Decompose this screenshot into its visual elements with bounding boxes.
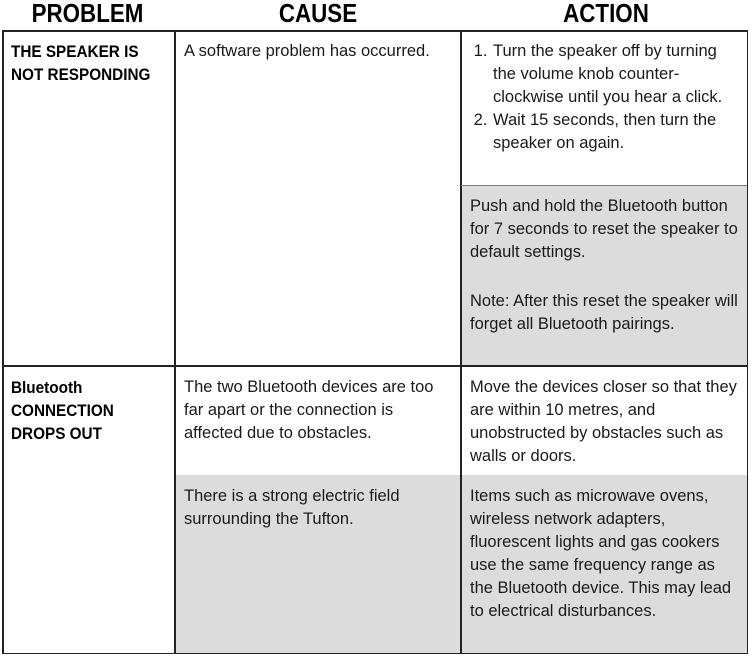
- column-divider: [460, 30, 462, 654]
- problem-cell-connection-drops: [2, 366, 175, 654]
- action-text: Items such as microwave ovens, wireless network adapters, fluorescent lights and gas cookers use the same frequency range as the Bluetooth device. This may lead to electrical disturbances.: [470, 487, 732, 620]
- action-cell-interference: [461, 475, 748, 654]
- cause-text: There is a strong electric field surrounding the Tufton.: [184, 487, 400, 528]
- troubleshooting-table: [2, 30, 748, 654]
- action-steps-list: [470, 40, 740, 155]
- cause-text: A software problem has occurred.: [184, 42, 430, 60]
- cause-cell-software-problem: [175, 30, 461, 366]
- column-headers: [0, 0, 754, 28]
- action-step: 1. Turn the speaker off by turning the volume knob counter-clockwise until you hear a click.: [492, 40, 740, 109]
- table-border-bottom: [2, 653, 748, 655]
- table-border-left: [2, 30, 4, 654]
- action-cell-reset: [461, 185, 748, 366]
- reset-instruction: Push and hold the Bluetooth button for 7 seconds to reset the speaker to default settings.: [470, 197, 738, 261]
- cause-cell-distance: [175, 366, 461, 475]
- table-border-right: [747, 30, 749, 654]
- row-divider: [2, 365, 748, 367]
- action-text: Move the devices closer so that they are within 10 metres, and unobstructed by obstacles such as walls or doors.: [470, 378, 737, 465]
- problem-line: THE SPEAKER IS: [11, 42, 139, 61]
- problem-column-header: PROBLEM: [31, 0, 144, 28]
- action-column-header: ACTION: [563, 0, 649, 28]
- reset-note: Note: After this reset the speaker will forget all Bluetooth pairings.: [470, 292, 738, 333]
- cause-column-header: CAUSE: [278, 0, 358, 28]
- problem-line: DROPS OUT: [11, 424, 102, 443]
- problem-line: NOT RESPONDING: [11, 65, 151, 84]
- problem-cell-speaker-not-responding: [2, 30, 175, 366]
- cell-divider: [461, 185, 747, 186]
- action-cell-power-cycle: [461, 30, 748, 185]
- problem-line: Bluetooth: [11, 378, 83, 397]
- action-cell-move-closer: [461, 366, 748, 475]
- table-border-top: [2, 30, 748, 32]
- cause-cell-electric-field: [175, 475, 461, 654]
- column-divider: [174, 30, 176, 654]
- problem-line: CONNECTION: [11, 401, 114, 420]
- cause-text: The two Bluetooth devices are too far apart or the connection is affected due to obstacles.: [184, 378, 434, 442]
- action-step: 2. Wait 15 seconds, then turn the speaker on again.: [492, 109, 740, 155]
